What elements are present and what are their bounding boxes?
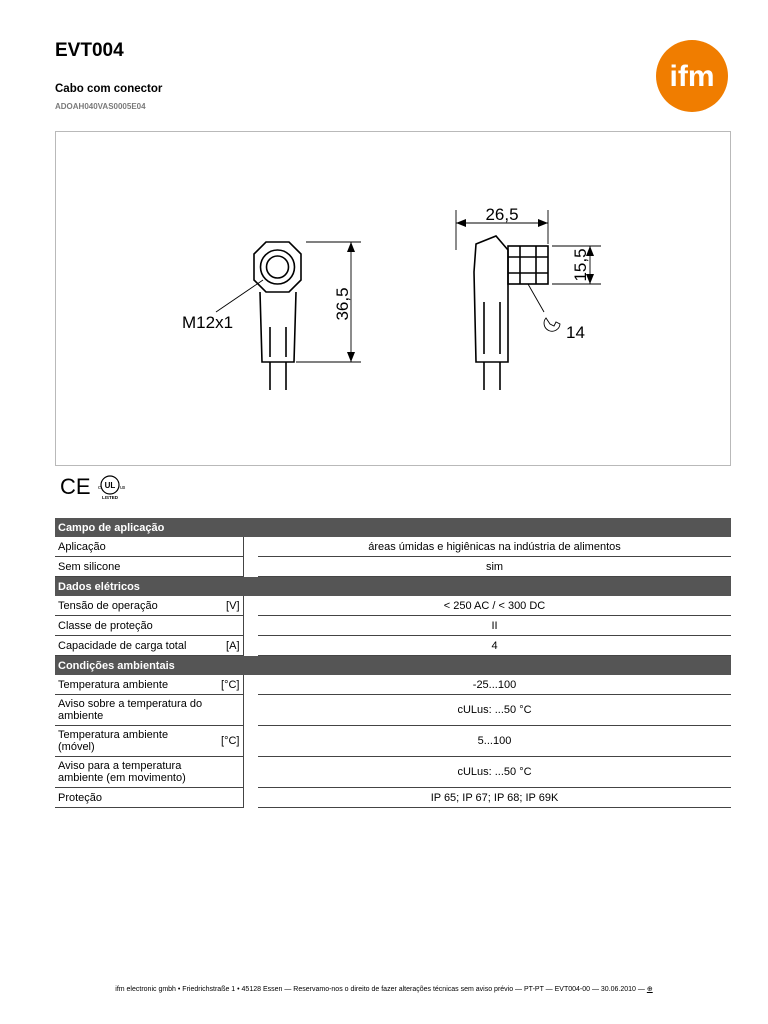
- ce-mark: CE: [60, 474, 91, 499]
- section-header: [55, 656, 731, 676]
- spec-gap: [243, 757, 258, 788]
- spec-unit: [210, 788, 243, 808]
- section-title: Dados elétricos: [55, 577, 731, 597]
- dimension-drawing: [55, 131, 731, 466]
- article-number: ADOAH040VAS0005E04: [55, 102, 146, 111]
- footer-text: ifm electronic gmbh • Friedrichstraße 1 • 45128 Essen — Reservamo-nos o direito de fazer alterações técnicas sem aviso prévio — PT-PT — EVT004-00 — 30.06.2010 —: [115, 986, 645, 993]
- spec-row: [55, 726, 731, 757]
- section-header: [55, 518, 731, 537]
- spec-gap: [243, 788, 258, 808]
- spec-label: Sem silicone: [55, 557, 210, 577]
- arrowhead: [347, 352, 355, 362]
- ul-listed-mark: LISTED: [101, 495, 119, 500]
- spec-value: sim: [258, 557, 731, 577]
- logo-text: ifm: [669, 60, 715, 93]
- spec-table: [55, 518, 731, 808]
- spec-label: Aviso sobre a temperatura do ambiente: [55, 695, 210, 726]
- spec-row: [55, 695, 731, 726]
- spec-unit: [210, 557, 243, 577]
- spec-label: Capacidade de carga total: [55, 636, 210, 656]
- spec-value: cULus: ...50 °C: [258, 695, 731, 726]
- thread-circle-inner: [267, 256, 289, 278]
- spec-value: < 250 AC / < 300 DC: [258, 596, 731, 616]
- thread-circle-outer: [261, 250, 295, 284]
- spec-value: 4: [258, 636, 731, 656]
- spec-gap: [243, 616, 258, 636]
- section-title: Campo de aplicação: [55, 518, 731, 537]
- coupling-nut: [508, 246, 548, 284]
- arrowhead: [538, 219, 548, 227]
- spec-label: Tensão de operação: [55, 596, 210, 616]
- spec-value: II: [258, 616, 731, 636]
- spec-unit: [A]: [210, 636, 243, 656]
- spec-unit: [210, 695, 243, 726]
- spec-gap: [243, 537, 258, 557]
- ul-mark: UL: [104, 481, 116, 490]
- wrench-leader-line: [528, 284, 544, 312]
- page-footer: [0, 985, 768, 993]
- spec-unit: [210, 616, 243, 636]
- spec-value: -25...100: [258, 675, 731, 695]
- thread-label: M12x1: [182, 313, 234, 332]
- connector-body-left: [260, 292, 296, 362]
- product-title: EVT004: [55, 40, 124, 61]
- spec-label: Classe de proteção: [55, 616, 210, 636]
- width-label: 26,5: [485, 205, 519, 224]
- spec-label: Proteção: [55, 788, 210, 808]
- spec-row: [55, 616, 731, 636]
- spec-gap: [243, 695, 258, 726]
- spec-unit: [°C]: [210, 726, 243, 757]
- spec-row: [55, 557, 731, 577]
- thread-leader-line: [216, 280, 263, 312]
- spec-gap: [243, 557, 258, 577]
- section-header: [55, 577, 731, 597]
- spec-gap: [243, 726, 258, 757]
- spec-label: Aviso para a temperatura ambiente (em movimento): [55, 757, 210, 788]
- spec-value: IP 65; IP 67; IP 68; IP 69K: [258, 788, 731, 808]
- ul-c-mark: c: [98, 485, 101, 491]
- spec-label: Aplicação: [55, 537, 210, 557]
- spec-row: [55, 757, 731, 788]
- spec-value: cULus: ...50 °C: [258, 757, 731, 788]
- wrench-size-label: 14: [566, 323, 585, 342]
- height-label: 15,5: [571, 248, 590, 282]
- spec-value: áreas úmidas e higiênicas na indústria de alimentos: [258, 537, 731, 557]
- arrowhead: [347, 242, 355, 252]
- spec-value: 5...100: [258, 726, 731, 757]
- ul-us-mark: us: [120, 485, 126, 491]
- dimension-drawing-svg: [56, 132, 732, 467]
- spec-unit: [210, 537, 243, 557]
- spec-gap: [243, 636, 258, 656]
- arrowhead: [456, 219, 466, 227]
- section-title: Condições ambientais: [55, 656, 731, 676]
- spec-unit: [V]: [210, 596, 243, 616]
- spec-gap: [243, 596, 258, 616]
- spec-gap: [243, 675, 258, 695]
- spec-row: [55, 636, 731, 656]
- ifm-logo: [654, 38, 730, 114]
- spec-unit: [210, 757, 243, 788]
- wrench-icon: [544, 318, 560, 331]
- footer-mark-icon: ⊕: [646, 986, 653, 993]
- product-subtitle: Cabo com conector: [55, 83, 163, 95]
- spec-row: [55, 675, 731, 695]
- spec-label: Temperatura ambiente: [55, 675, 210, 695]
- spec-unit: [°C]: [210, 675, 243, 695]
- spec-row: [55, 788, 731, 808]
- certification-marks: [60, 472, 140, 502]
- length-label: 36,5: [333, 287, 352, 321]
- spec-row: [55, 596, 731, 616]
- spec-row: [55, 537, 731, 557]
- spec-label: Temperatura ambiente (móvel): [55, 726, 210, 757]
- connector-body-right: [474, 236, 508, 362]
